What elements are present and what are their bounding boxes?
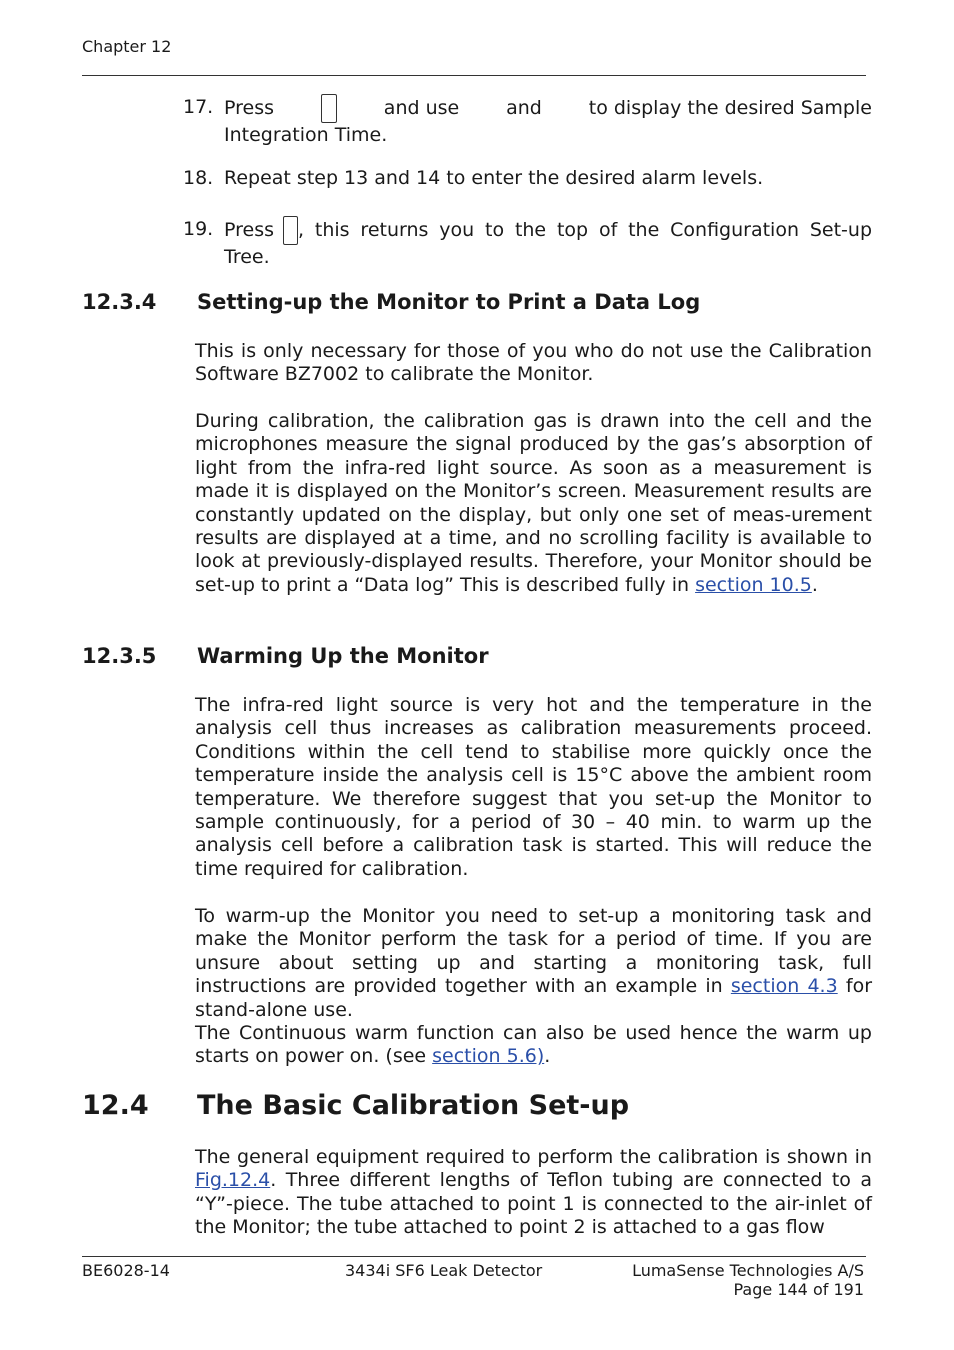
step-17-line2: Integration Time. [224,124,388,146]
step-19-number: 19. [183,218,214,240]
section-12-3-5-para1: The infra-red light source is very hot and the temperature in the analysis cell thus increases as calibration measurements proceed. Conditions within the cell tend to stabilise more quickly once the temperature inside the analysis cell is 15°C above the ambient room temperature. We therefore suggest that you set-up the Monitor to sample continuously, for a period of 30 – 40 min. to warm up the analysis cell before a calibration task is started. This will reduce the time required for calibration. [195,694,872,880]
step-17-and-use: and use [383,97,460,119]
header-rule [82,75,866,76]
section-12-4-para1 [195,1146,872,1240]
footer-page-number: Page 144 of 191 [733,1280,864,1299]
para-end: for stand-alone use. [195,975,873,1021]
para-text: The Continuous warm function can also be used hence the warm up starts on power on. (see [195,1022,872,1068]
step-17-rest: to display the desired Sample [588,97,872,119]
section-12-3-4-para1: This is only necessary for those of you who do not use the Calibration Software BZ7002 to calibrate the Monitor. [195,340,872,386]
key-button-icon [321,94,337,123]
section-12-3-4-number: 12.3.4 [82,290,157,314]
section-12-4-number: 12.4 [82,1090,149,1121]
para-text: To warm-up the Monitor you need to set-up a monitoring task and make the Monitor perform the task for a period of time. If you are unsure about setting up and starting a monitoring task, full instructions are provided together with an example in [195,905,872,998]
link-section-5-6[interactable]: section 5.6) [432,1045,545,1068]
step-19-press: Press [224,219,275,241]
step-17-press: Press [224,97,275,119]
para-text: During calibration, the calibration gas is drawn into the cell and the microphones measure the signal produced by the gas’s absorption of light from the infra-red light source. As soon as a measurement is made it is displayed on the Monitor’s screen. Measurement results are constantly updated on the display, but only one set of meas-urement results are displayed at a time, and no scrolling facility is available to look at previously-displayed results. Therefore, your Monitor should be set-up to print a “Data log” This is described fully in [195,410,872,596]
link-section-4-3[interactable]: section 4.3 [730,975,838,998]
footer-company: LumaSense Technologies A/S [632,1261,864,1280]
step-17-and: and [506,97,542,119]
step-19 [224,216,872,270]
footer-rule [82,1256,866,1257]
step-19-line2: Tree. [224,246,270,268]
step-18-number: 18. [183,167,214,189]
para-text: The general equipment required to perform the calibration is shown in [195,1146,872,1168]
key-button-icon [283,216,298,245]
section-12-3-5-number: 12.3.5 [82,644,157,668]
footer-doc-code: BE6028-14 [82,1261,170,1280]
section-12-3-5-para2 [195,905,872,1069]
section-12-3-4-para2 [195,410,872,597]
link-fig-12-4[interactable]: Fig.12.4 [195,1169,271,1192]
step-17-number: 17. [183,96,214,118]
para-end: . Three different lengths of Teflon tubing are connected to a “Y”-piece. The tube attached to point 1 is connected to the air-inlet of the Monitor; the tube attached to point 2 is attached to a gas flow [195,1169,872,1239]
chapter-header: Chapter 12 [82,37,172,56]
footer-product: 3434i SF6 Leak Detector [345,1261,543,1280]
step-18-text: Repeat step 13 and 14 to enter the desired alarm levels. [224,167,764,189]
section-12-3-5-title: Warming Up the Monitor [197,644,489,668]
step-17 [224,94,872,148]
para-end: . [544,1045,551,1068]
section-12-4-title: The Basic Calibration Set-up [197,1090,630,1121]
step-19-rest: , this returns you to the top of the Configuration Set-up [298,219,872,241]
section-12-3-4-title: Setting-up the Monitor to Print a Data Log [197,290,701,314]
para-end: . [811,573,818,596]
link-section-10-5[interactable]: section 10.5 [695,573,812,596]
